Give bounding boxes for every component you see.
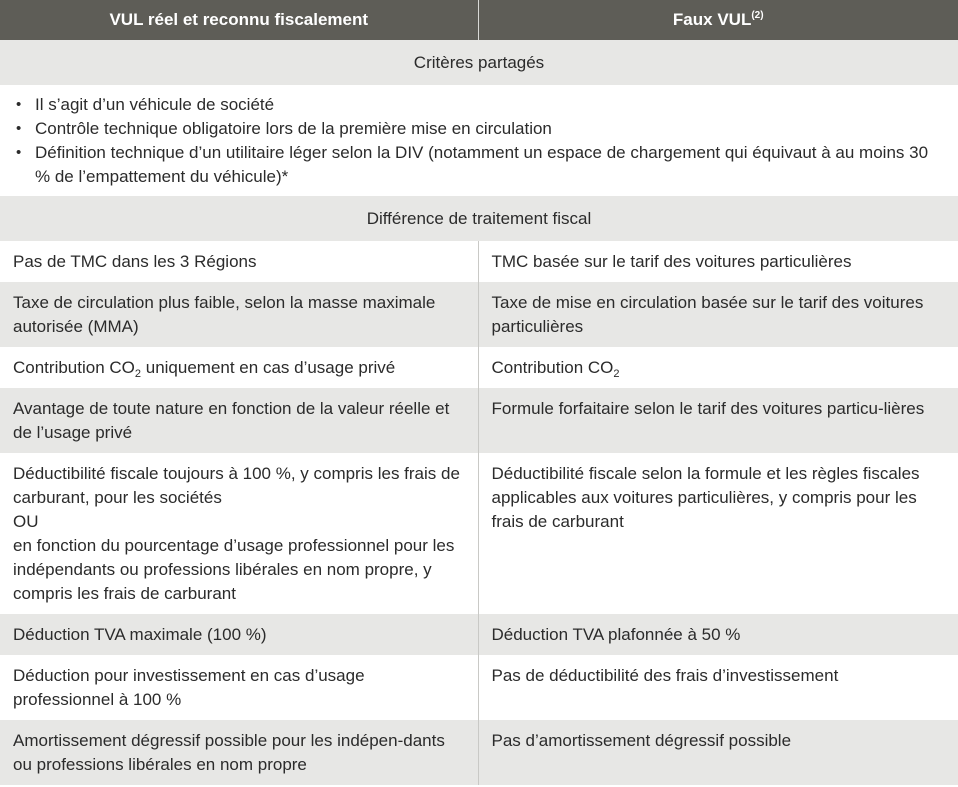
cell-right (478, 347, 958, 388)
cell-right: Pas de déductibilité des frais d’investissement (478, 655, 958, 720)
list-item (14, 117, 944, 141)
list-item-text: Il s’agit d’un véhicule de société (35, 95, 275, 114)
header-vul-reel (0, 0, 478, 40)
table-row (0, 388, 958, 453)
cell-right: Déductibilité fiscale selon la formule et les règles fiscales applicables aux voitures particulières, y compris pour les frais de carburant (478, 453, 958, 614)
cell-right: Formule forfaitaire selon le tarif des voitures particu-lières (478, 388, 958, 453)
co2-text-rest: uniquement en cas d’usage privé (141, 358, 396, 377)
cell-left: Amortissement dégressif possible pour les indépen-dants ou professions libérales en nom propre (0, 720, 478, 785)
cell-paragraph: Déductibilité fiscale toujours à 100 %, y compris les frais de carburant, pour les sociétés (13, 464, 460, 507)
cell-left: Déduction TVA maximale (100 %) (0, 614, 478, 655)
section-row-diff (0, 196, 958, 241)
section-row-shared (0, 40, 958, 85)
list-item (14, 93, 944, 117)
cell-paragraph: en fonction du pourcentage d’usage professionnel pour les indépendants ou professions libérales en nom propre, y compris les frais de carburant (13, 536, 455, 603)
bullets-row (0, 85, 958, 196)
table-row (0, 453, 958, 614)
bullet-icon: • (16, 144, 22, 161)
shared-criteria-list (14, 93, 944, 189)
cell-left (0, 347, 478, 388)
co2-subscript: 2 (134, 368, 142, 380)
cell-right: TMC basée sur le tarif des voitures particulières (478, 241, 958, 282)
list-item (14, 141, 944, 189)
cell-left: Taxe de circulation plus faible, selon la masse maximale autorisée (MMA) (0, 282, 478, 347)
table-row (0, 347, 958, 388)
co2-text: Contribution CO (13, 358, 135, 377)
cell-left (0, 453, 478, 614)
list-item-text: Contrôle technique obligatoire lors de la première mise en circulation (35, 119, 552, 138)
cell-left: Avantage de toute nature en fonction de la valeur réelle et de l’usage privé (0, 388, 478, 453)
table-row (0, 655, 958, 720)
header-vul-reel-label: VUL réel et reconnu fiscalement (109, 10, 369, 29)
header-faux-vul (478, 0, 958, 40)
cell-left: Pas de TMC dans les 3 Régions (0, 241, 478, 282)
co2-text: Contribution CO (491, 358, 614, 377)
table-row (0, 720, 958, 785)
list-item-text: Définition technique d’un utilitaire léger selon la DIV (notamment un espace de chargement qui équivaut à au moins 30 % de l’empattement du véhicule)* (35, 143, 929, 186)
bullet-icon: • (16, 120, 22, 137)
co2-subscript: 2 (613, 368, 620, 380)
cell-right: Déduction TVA plafonnée à 50 % (478, 614, 958, 655)
footnote-ref: (2) (751, 10, 764, 21)
section-title-diff: Différence de traitement fiscal (0, 196, 958, 241)
header-faux-vul-label: Faux VUL (672, 10, 752, 29)
shared-criteria-cell (0, 85, 958, 196)
cell-left: Déduction pour investissement en cas d’usage professionnel à 100 % (0, 655, 478, 720)
table-row (0, 241, 958, 282)
bullet-icon: • (16, 96, 22, 113)
cell-right: Taxe de mise en circulation basée sur le tarif des voitures particulières (478, 282, 958, 347)
cell-paragraph: OU (13, 512, 39, 531)
table-header-row (0, 0, 958, 40)
cell-right: Pas d’amortissement dégressif possible (478, 720, 958, 785)
table-row (0, 614, 958, 655)
section-title-shared: Critères partagés (0, 40, 958, 85)
table-row (0, 282, 958, 347)
